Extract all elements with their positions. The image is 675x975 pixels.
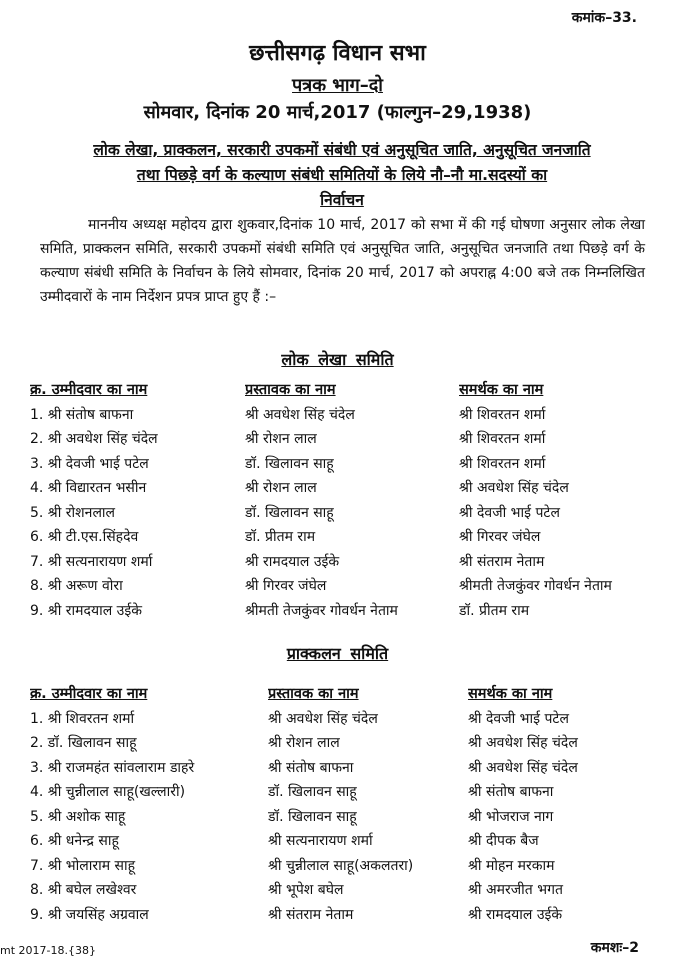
table-row — [30, 574, 660, 599]
subject-line-2: तथा पिछड़े वर्ग के कल्याण संबंधी समितियों के लिये नौ–नौ मा.सदस्यों का — [136, 166, 548, 184]
section-title-public-accounts: लोक लेखा समिति — [281, 350, 394, 369]
table-row — [30, 706, 660, 731]
seconder-cell: श्री गिरवर जंघेल — [459, 529, 541, 546]
continued-marker: कमशः–2 — [590, 940, 639, 956]
proposer-cell: श्री संतराम नेताम — [268, 906, 354, 923]
proposer-cell: डॉ. खिलावन साहू — [245, 504, 334, 521]
proposer-cell: श्री रोशन लाल — [245, 480, 317, 497]
part-title-text: पत्रक भाग–दो — [292, 75, 383, 96]
table-row — [30, 500, 660, 525]
proposer-cell: श्री अवधेश सिंह चंदेल — [268, 710, 378, 727]
header-candidate: क्र. उम्मीदवार का नाम — [30, 382, 148, 398]
table-row — [30, 525, 660, 550]
proposer-cell: श्रीमती तेजकुंवर गोवर्धन नेताम — [245, 602, 398, 619]
subject-line-1: लोक लेखा, प्राक्कलन, सरकारी उपकमों संबंधी एवं अनुसूचित जाति, अनुसूचित जनजाति — [93, 141, 591, 159]
candidate-cell: 4. श्री चुन्नीलाल साहू(खल्लारी) — [30, 784, 186, 801]
seconder-cell: श्री अवधेश सिंह चंदेल — [468, 735, 578, 752]
candidate-cell: 3. श्री देवजी भाई पटेल — [30, 455, 149, 472]
seconder-cell: श्री शिवरतन शर्मा — [459, 455, 546, 472]
seconder-cell: श्री भोजराज नाग — [468, 808, 554, 825]
proposer-cell: श्री भूपेश बघेल — [268, 882, 344, 899]
seconder-cell: श्री शिवरतन शर्मा — [459, 406, 546, 423]
proposer-cell: श्री सत्यनारायण शर्मा — [268, 833, 373, 850]
candidate-cell: 1. श्री शिवरतन शर्मा — [30, 710, 135, 727]
section-title-estimates: प्राक्कलन समिति — [286, 644, 389, 663]
candidate-cell: 4. श्री विद्यारतन भसीन — [30, 480, 147, 497]
seconder-cell: श्री संतराम नेताम — [459, 553, 545, 570]
header-proposer: प्रस्तावक का नाम — [268, 686, 359, 702]
proposer-cell: श्री रोशन लाल — [245, 431, 317, 448]
candidate-cell: 2. श्री अवधेश सिंह चंदेल — [30, 431, 158, 448]
proposer-cell: श्री संतोष बाफना — [268, 759, 354, 776]
proposer-cell: श्री रोशन लाल — [268, 735, 340, 752]
header-proposer: प्रस्तावक का नाम — [245, 382, 336, 398]
table-row — [30, 878, 660, 903]
footer-reference: mt 2017-18.{38} — [0, 944, 96, 957]
seconder-cell: डॉ. प्रीतम राम — [459, 602, 530, 619]
proposer-cell: डॉ. खिलावन साहू — [268, 784, 357, 801]
seconder-cell: श्री दीपक बैज — [468, 833, 539, 850]
table-row — [30, 853, 660, 878]
proposer-cell: डॉ. खिलावन साहू — [268, 808, 357, 825]
proposer-cell: डॉ. प्रीतम राम — [245, 529, 316, 546]
subject-line-3: निर्वाचन — [320, 191, 364, 209]
candidate-cell: 7. श्री भोलाराम साहू — [30, 857, 136, 874]
candidate-cell: 5. श्री अशोक साहू — [30, 808, 126, 825]
header-candidate: क्र. उम्मीदवार का नाम — [30, 686, 148, 702]
candidate-cell: 9. श्री जयसिंह अग्रवाल — [30, 906, 149, 923]
seconder-cell: श्रीमती तेजकुंवर गोवर्धन नेताम — [459, 578, 612, 595]
candidate-cell: 6. श्री टी.एस.सिंहदेव — [30, 529, 139, 546]
public-accounts-nominations-table — [30, 376, 660, 623]
proposer-cell: श्री चुन्नीलाल साहू(अकलतरा) — [268, 857, 414, 874]
candidate-cell: 8. श्री अरूण वोरा — [30, 578, 123, 595]
candidate-cell: 7. श्री सत्यनारायण शर्मा — [30, 553, 153, 570]
proposer-cell: श्री गिरवर जंघेल — [245, 578, 327, 595]
body-paragraph — [40, 213, 645, 309]
proposer-cell: श्री रामदयाल उईके — [245, 553, 340, 570]
candidate-cell: 5. श्री रोशनलाल — [30, 504, 116, 521]
candidate-cell: 6. श्री धनेन्द्र साहू — [30, 833, 119, 850]
table-row — [30, 804, 660, 829]
candidate-cell: 8. श्री बघेल लखेश्वर — [30, 882, 137, 899]
header-seconder: समर्थक का नाम — [468, 686, 553, 702]
table-row — [30, 427, 660, 452]
table-row — [30, 755, 660, 780]
candidate-cell: 2. डॉ. खिलावन साहू — [30, 735, 137, 752]
assembly-title: छत्तीसगढ़ विधान सभा — [249, 41, 426, 66]
seconder-cell: श्री अमरजीत भगत — [468, 882, 563, 899]
seconder-cell: श्री देवजी भाई पटेल — [468, 710, 569, 727]
candidate-cell: 9. श्री रामदयाल उईके — [30, 602, 142, 619]
candidate-cell: 1. श्री संतोष बाफना — [30, 406, 134, 423]
seconder-cell: श्री देवजी भाई पटेल — [459, 504, 560, 521]
body-paragraph-text: माननीय अध्यक्ष महोदय द्वारा शुकवार,दिनांक 10 मार्च, 2017 को सभा में की गई घोषणा अनुसार लोक लेखा समिति, प्राक्कलन समिति, सरकारी उपकमों संबंधी समिति एवं अनुसूचित जाति, अनुसूचित जनजाति तथा पिछड़े वर्ग के कल्याण संबंधी समिति के निर्वाचन के लिये सोमवार, दिनांक 20 मार्च, 2017 को अपराह्न 4:00 बजे तक निम्नलिखित उम्मीदवारों के नाम निर्देशन प्रपत्र प्राप्त हुए हैं :– — [40, 217, 645, 305]
candidate-cell: 3. श्री राजमहंत सांवलाराम डाहरे — [30, 759, 195, 776]
proposer-cell: डॉ. खिलावन साहू — [245, 455, 334, 472]
seconder-cell: श्री संतोष बाफना — [468, 784, 554, 801]
serial-number: कमांक–33. — [571, 10, 637, 26]
table-header-row — [30, 680, 660, 706]
table-row — [30, 780, 660, 805]
seconder-cell: श्री मोहन मरकाम — [468, 857, 555, 874]
seconder-cell: श्री अवधेश सिंह चंदेल — [468, 759, 578, 776]
table-row — [30, 549, 660, 574]
table-row — [30, 902, 660, 927]
table-row — [30, 598, 660, 623]
table-row — [30, 476, 660, 501]
session-date: सोमवार, दिनांक 20 मार्च,2017 (फाल्गुन–29,1938) — [143, 102, 532, 123]
seconder-cell: श्री अवधेश सिंह चंदेल — [459, 480, 569, 497]
seconder-cell: श्री रामदयाल उईके — [468, 906, 563, 923]
part-title — [0, 73, 675, 97]
estimates-nominations-table — [30, 680, 660, 927]
proposer-cell: श्री अवधेश सिंह चंदेल — [245, 406, 355, 423]
table-row — [30, 402, 660, 427]
table-row — [30, 829, 660, 854]
header-seconder: समर्थक का नाम — [459, 382, 544, 398]
table-header-row — [30, 376, 660, 402]
table-row — [30, 731, 660, 756]
table-row — [30, 451, 660, 476]
seconder-cell: श्री शिवरतन शर्मा — [459, 431, 546, 448]
